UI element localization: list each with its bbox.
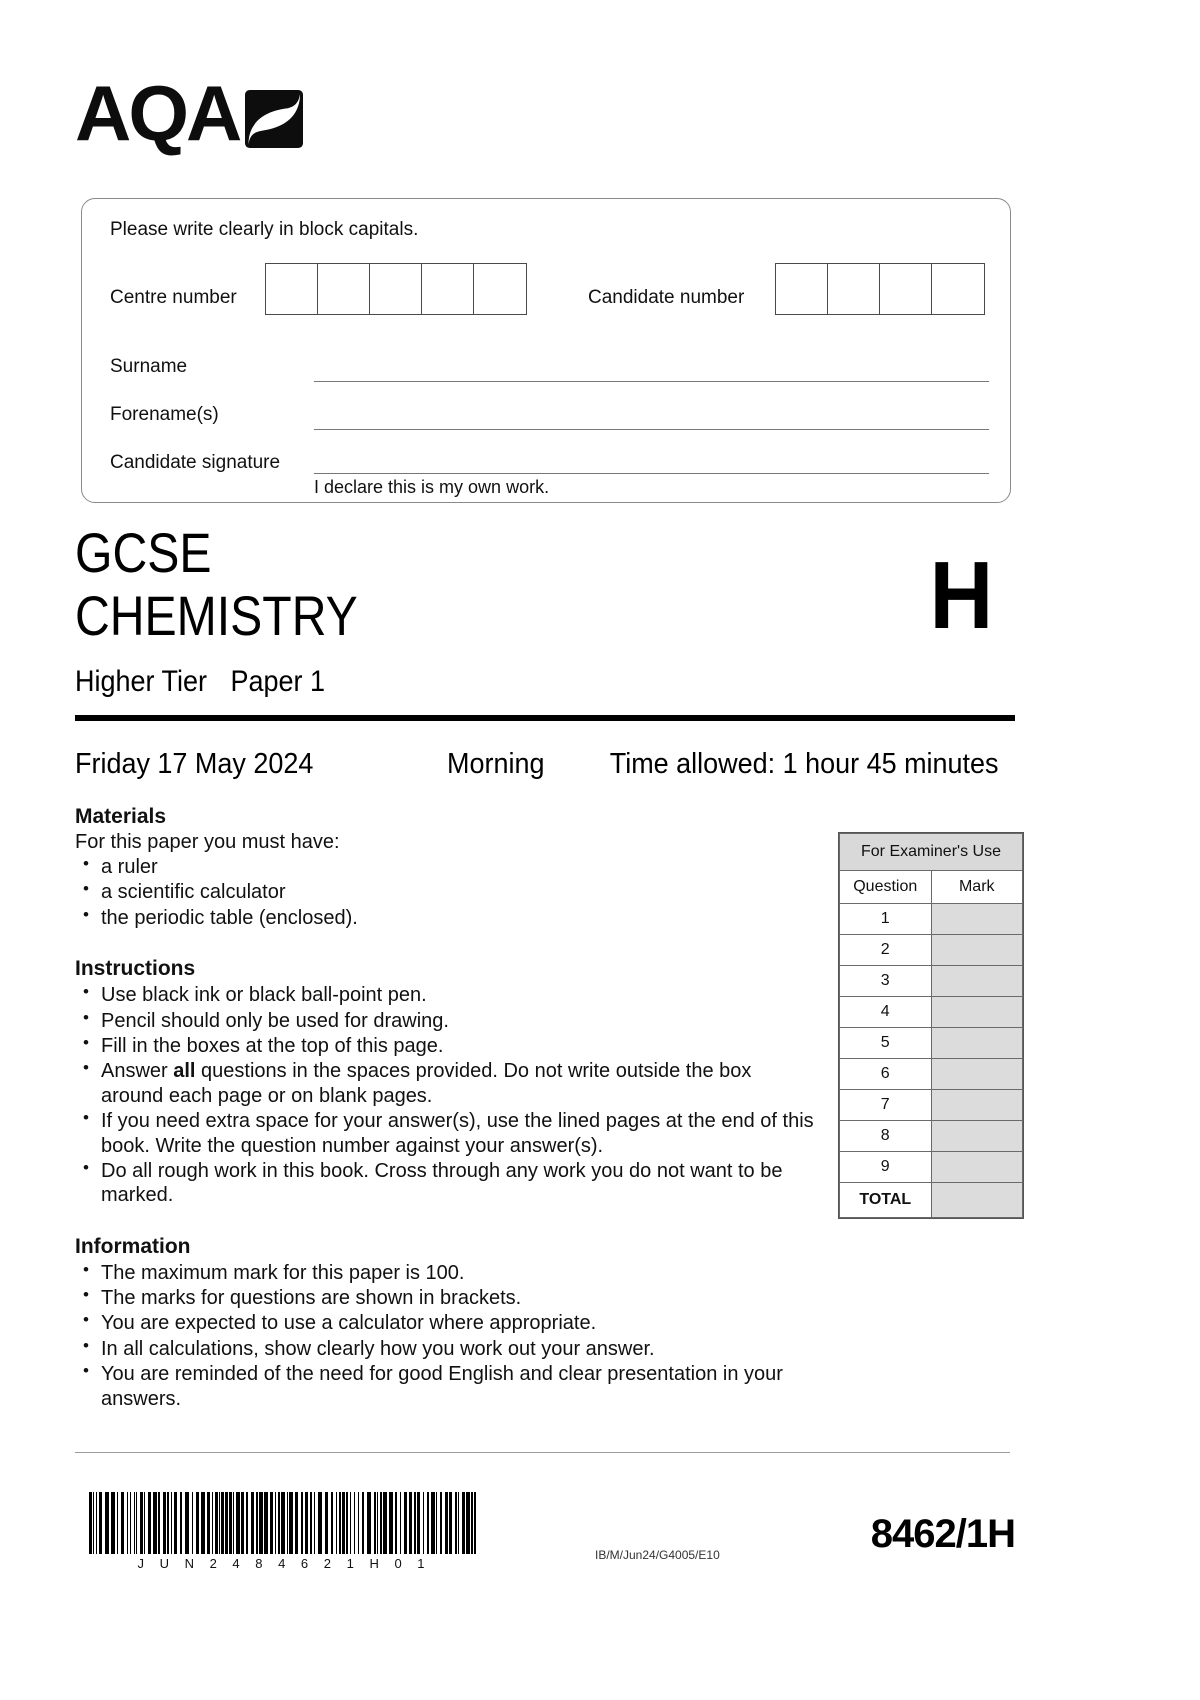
table-row: [840, 1121, 1023, 1152]
centre-number-digit-1[interactable]: [266, 264, 318, 314]
table-row-total: [840, 1183, 1023, 1218]
barcode: [89, 1492, 479, 1554]
exam-date: Friday 17 May 2024: [75, 748, 314, 780]
barcode-bar: [400, 1492, 401, 1554]
candidate-number-digit-2[interactable]: [828, 264, 880, 314]
list-item: • You are expected to use a calculator where appropriate.: [75, 1311, 815, 1335]
barcode-bar: [117, 1492, 118, 1554]
barcode-bar: [221, 1492, 224, 1554]
barcode-bar: [246, 1492, 248, 1554]
barcode-bar: [256, 1492, 258, 1554]
list-item: • Do all rough work in this book. Cross through any work you do not want to be marked.: [75, 1159, 815, 1208]
barcode-bar: [99, 1492, 102, 1554]
table-row: [840, 935, 1023, 966]
barcode-bar: [127, 1492, 128, 1554]
barcode-bar: [287, 1492, 288, 1554]
question-number-cell: 2: [840, 935, 932, 966]
barcode-bar: [458, 1492, 459, 1554]
mark-cell[interactable]: [931, 1121, 1023, 1152]
centre-number-digit-3[interactable]: [370, 264, 422, 314]
barcode-bar: [275, 1492, 276, 1554]
table-row: [840, 997, 1023, 1028]
barcode-bar: [449, 1492, 452, 1554]
surname-label: Surname: [110, 356, 188, 377]
exam-session: Morning: [447, 748, 545, 780]
centre-number-digit-5[interactable]: [474, 264, 526, 314]
barcode-bar: [445, 1492, 448, 1554]
barcode-bar: [174, 1492, 177, 1554]
barcode-bar: [167, 1492, 169, 1554]
list-item: • The marks for questions are shown in brackets.: [75, 1286, 815, 1310]
total-label: TOTAL: [840, 1183, 932, 1218]
list-item: • In all calculations, show clearly how you work out your answer.: [75, 1337, 815, 1361]
barcode-bar: [278, 1492, 280, 1554]
barcode-bar: [377, 1492, 378, 1554]
document-reference: IB/M/Jun24/G4005/E10: [595, 1548, 720, 1562]
materials-heading: Materials: [75, 805, 167, 828]
barcode-bar: [374, 1492, 376, 1554]
barcode-bar: [153, 1492, 157, 1554]
barcode-bar: [105, 1492, 109, 1554]
barcode-bar: [158, 1492, 160, 1554]
tier-paper-line: [75, 665, 325, 699]
barcode-bar: [427, 1492, 429, 1554]
examiner-use-table: [838, 832, 1024, 1219]
cover-instructions: [75, 805, 815, 1412]
barcode-bar: [471, 1492, 473, 1554]
barcode-bar: [281, 1492, 285, 1554]
question-number-cell: 9: [840, 1152, 932, 1183]
total-mark-cell[interactable]: [931, 1183, 1023, 1218]
barcode-bar: [264, 1492, 268, 1554]
mark-cell[interactable]: [931, 1059, 1023, 1090]
barcode-bar: [215, 1492, 218, 1554]
subject-title: CHEMISTRY: [75, 584, 358, 647]
barcode-bar: [336, 1492, 337, 1554]
list-item: • the periodic table (enclosed).: [75, 906, 815, 930]
barcode-bar: [225, 1492, 228, 1554]
title-divider: [75, 715, 1015, 721]
barcode-bar: [395, 1492, 397, 1554]
mark-cell[interactable]: [931, 1152, 1023, 1183]
qualification-title: GCSE: [75, 521, 212, 584]
candidate-number-digit-1[interactable]: [776, 264, 828, 314]
declaration-text: I declare this is my own work.: [314, 477, 550, 497]
barcode-bar: [212, 1492, 213, 1554]
barcode-bar: [89, 1492, 92, 1554]
barcode-bar: [314, 1492, 315, 1554]
barcode-bar: [350, 1492, 351, 1554]
barcode-bar: [301, 1492, 303, 1554]
barcode-bar: [192, 1492, 193, 1554]
footer-divider: [75, 1452, 1010, 1453]
barcode-bar: [380, 1492, 382, 1554]
candidate-number-input[interactable]: [775, 263, 985, 315]
barcode-bar: [130, 1492, 131, 1554]
barcode-bar: [233, 1492, 234, 1554]
mark-cell[interactable]: [931, 904, 1023, 935]
barcode-bar: [354, 1492, 355, 1554]
barcode-bar: [196, 1492, 199, 1554]
barcode-bar: [136, 1492, 137, 1554]
list-item: • Use black ink or black ball-point pen.: [75, 983, 815, 1007]
list-item: • a scientific calculator: [75, 880, 815, 904]
barcode-bar: [455, 1492, 457, 1554]
candidate-details-box: [81, 198, 1011, 503]
paper-code: 8462/1H: [870, 1512, 1015, 1556]
barcode-bar: [219, 1492, 220, 1554]
table-row: [840, 1152, 1023, 1183]
barcode-bar: [436, 1492, 437, 1554]
barcode-bar: [466, 1492, 470, 1554]
barcode-bar: [404, 1492, 407, 1554]
aqa-logo: [75, 69, 303, 157]
question-number-cell: 4: [840, 997, 932, 1028]
aqa-leaf-icon: [245, 90, 303, 148]
question-number-cell: 6: [840, 1059, 932, 1090]
centre-number-input[interactable]: [265, 263, 527, 315]
list-item: • Pencil should only be used for drawing.: [75, 1009, 815, 1033]
candidate-signature-label: Candidate signature: [110, 452, 281, 473]
table-row: [840, 1090, 1023, 1121]
mark-cell[interactable]: [931, 1028, 1023, 1059]
forename-input[interactable]: [314, 429, 989, 430]
barcode-bar: [289, 1492, 293, 1554]
table-row: [840, 1028, 1023, 1059]
barcode-bar: [134, 1492, 135, 1554]
examiner-table-title: For Examiner's Use: [840, 834, 1023, 871]
table-row: [840, 966, 1023, 997]
candidate-number-digit-3[interactable]: [880, 264, 932, 314]
instructions-heading: Instructions: [75, 957, 196, 981]
centre-number-label: Centre number: [110, 287, 237, 308]
barcode-bar: [185, 1492, 189, 1554]
instructions-list: [75, 983, 815, 1208]
materials-intro: For this paper you must have:: [75, 831, 340, 853]
barcode-bar: [409, 1492, 412, 1554]
list-item: • a ruler: [75, 855, 815, 879]
question-number-cell: 7: [840, 1090, 932, 1121]
question-number-cell: 8: [840, 1121, 932, 1152]
barcode-bar: [96, 1492, 97, 1554]
information-list: [75, 1261, 815, 1411]
barcode-bar: [346, 1492, 348, 1554]
barcode-bar: [417, 1492, 420, 1554]
barcode-bar: [171, 1492, 172, 1554]
barcode-bar: [148, 1492, 151, 1554]
barcode-bar: [144, 1492, 145, 1554]
barcode-bar: [140, 1492, 143, 1554]
column-header-question: Question: [840, 871, 932, 904]
list-item: • Answer all questions in the spaces provided. Do not write outside the box around each page or on blank pages.: [75, 1059, 815, 1108]
mark-cell[interactable]: [931, 1090, 1023, 1121]
barcode-bar: [295, 1492, 299, 1554]
barcode-bar: [207, 1492, 210, 1554]
centre-number-digit-2[interactable]: [318, 264, 370, 314]
barcode-bar: [241, 1492, 244, 1554]
barcode-bar: [236, 1492, 240, 1554]
emphasis-all: all: [173, 1060, 196, 1083]
block-capitals-instruction: Please write clearly in block capitals.: [110, 219, 419, 240]
barcode-bar: [414, 1492, 416, 1554]
candidate-number-digit-4[interactable]: [932, 264, 984, 314]
barcode-bar: [431, 1492, 435, 1554]
table-row: [840, 904, 1023, 935]
list-item: • The maximum mark for this paper is 100.: [75, 1261, 815, 1285]
barcode-bar: [389, 1492, 393, 1554]
barcode-bar: [339, 1492, 341, 1554]
list-item: • You are reminded of the need for good English and clear presentation in your answers.: [75, 1362, 815, 1411]
barcode-bar: [331, 1492, 333, 1554]
barcode-digits: J U N 2 4 8 4 6 2 1 H 0 1: [137, 1556, 431, 1571]
barcode-bar: [362, 1492, 364, 1554]
barcode-bar: [93, 1492, 94, 1554]
mark-cell[interactable]: [931, 935, 1023, 966]
paper-label: Paper 1: [230, 665, 326, 698]
barcode-bar: [270, 1492, 273, 1554]
barcode-bar: [180, 1492, 182, 1554]
question-number-cell: 1: [840, 904, 932, 935]
barcode-bar: [474, 1492, 476, 1554]
materials-list: [75, 855, 815, 930]
barcode-bar: [259, 1492, 263, 1554]
barcode-bar: [342, 1492, 345, 1554]
list-item: • If you need extra space for your answer(s), use the lined pages at the end of this book. Write the question number against your answer(s).: [75, 1109, 815, 1158]
barcode-bar: [201, 1492, 205, 1554]
barcode-bar: [325, 1492, 328, 1554]
list-item: • Fill in the boxes at the top of this page.: [75, 1034, 815, 1058]
barcode-bar: [423, 1492, 424, 1554]
question-number-cell: 3: [840, 966, 932, 997]
table-row: [840, 1059, 1023, 1090]
barcode-bar: [462, 1492, 465, 1554]
barcode-bar: [111, 1492, 115, 1554]
mark-cell[interactable]: [931, 966, 1023, 997]
centre-number-digit-4[interactable]: [422, 264, 474, 314]
aqa-logo-text: AQA: [75, 69, 240, 157]
barcode-bar: [310, 1492, 312, 1554]
barcode-bar: [367, 1492, 371, 1554]
barcode-bar: [318, 1492, 322, 1554]
forename-label: Forename(s): [110, 404, 219, 425]
candidate-signature-input[interactable]: [314, 473, 989, 474]
barcode-bar: [305, 1492, 308, 1554]
mark-cell[interactable]: [931, 997, 1023, 1028]
column-header-mark: Mark: [931, 871, 1023, 904]
barcode-bar: [163, 1492, 166, 1554]
information-heading: Information: [75, 1234, 191, 1258]
barcode-bar: [358, 1492, 359, 1554]
barcode-bar: [251, 1492, 254, 1554]
exam-time-allowed: Time allowed: 1 hour 45 minutes: [609, 748, 999, 780]
barcode-bar: [229, 1492, 232, 1554]
barcode-bar: [383, 1492, 387, 1554]
tier-label: Higher Tier: [75, 665, 208, 698]
barcode-bar: [121, 1492, 124, 1554]
barcode-bar: [440, 1492, 442, 1554]
surname-input[interactable]: [314, 381, 989, 382]
tier-badge: H: [929, 542, 993, 649]
candidate-number-label: Candidate number: [588, 287, 745, 308]
question-number-cell: 5: [840, 1028, 932, 1059]
